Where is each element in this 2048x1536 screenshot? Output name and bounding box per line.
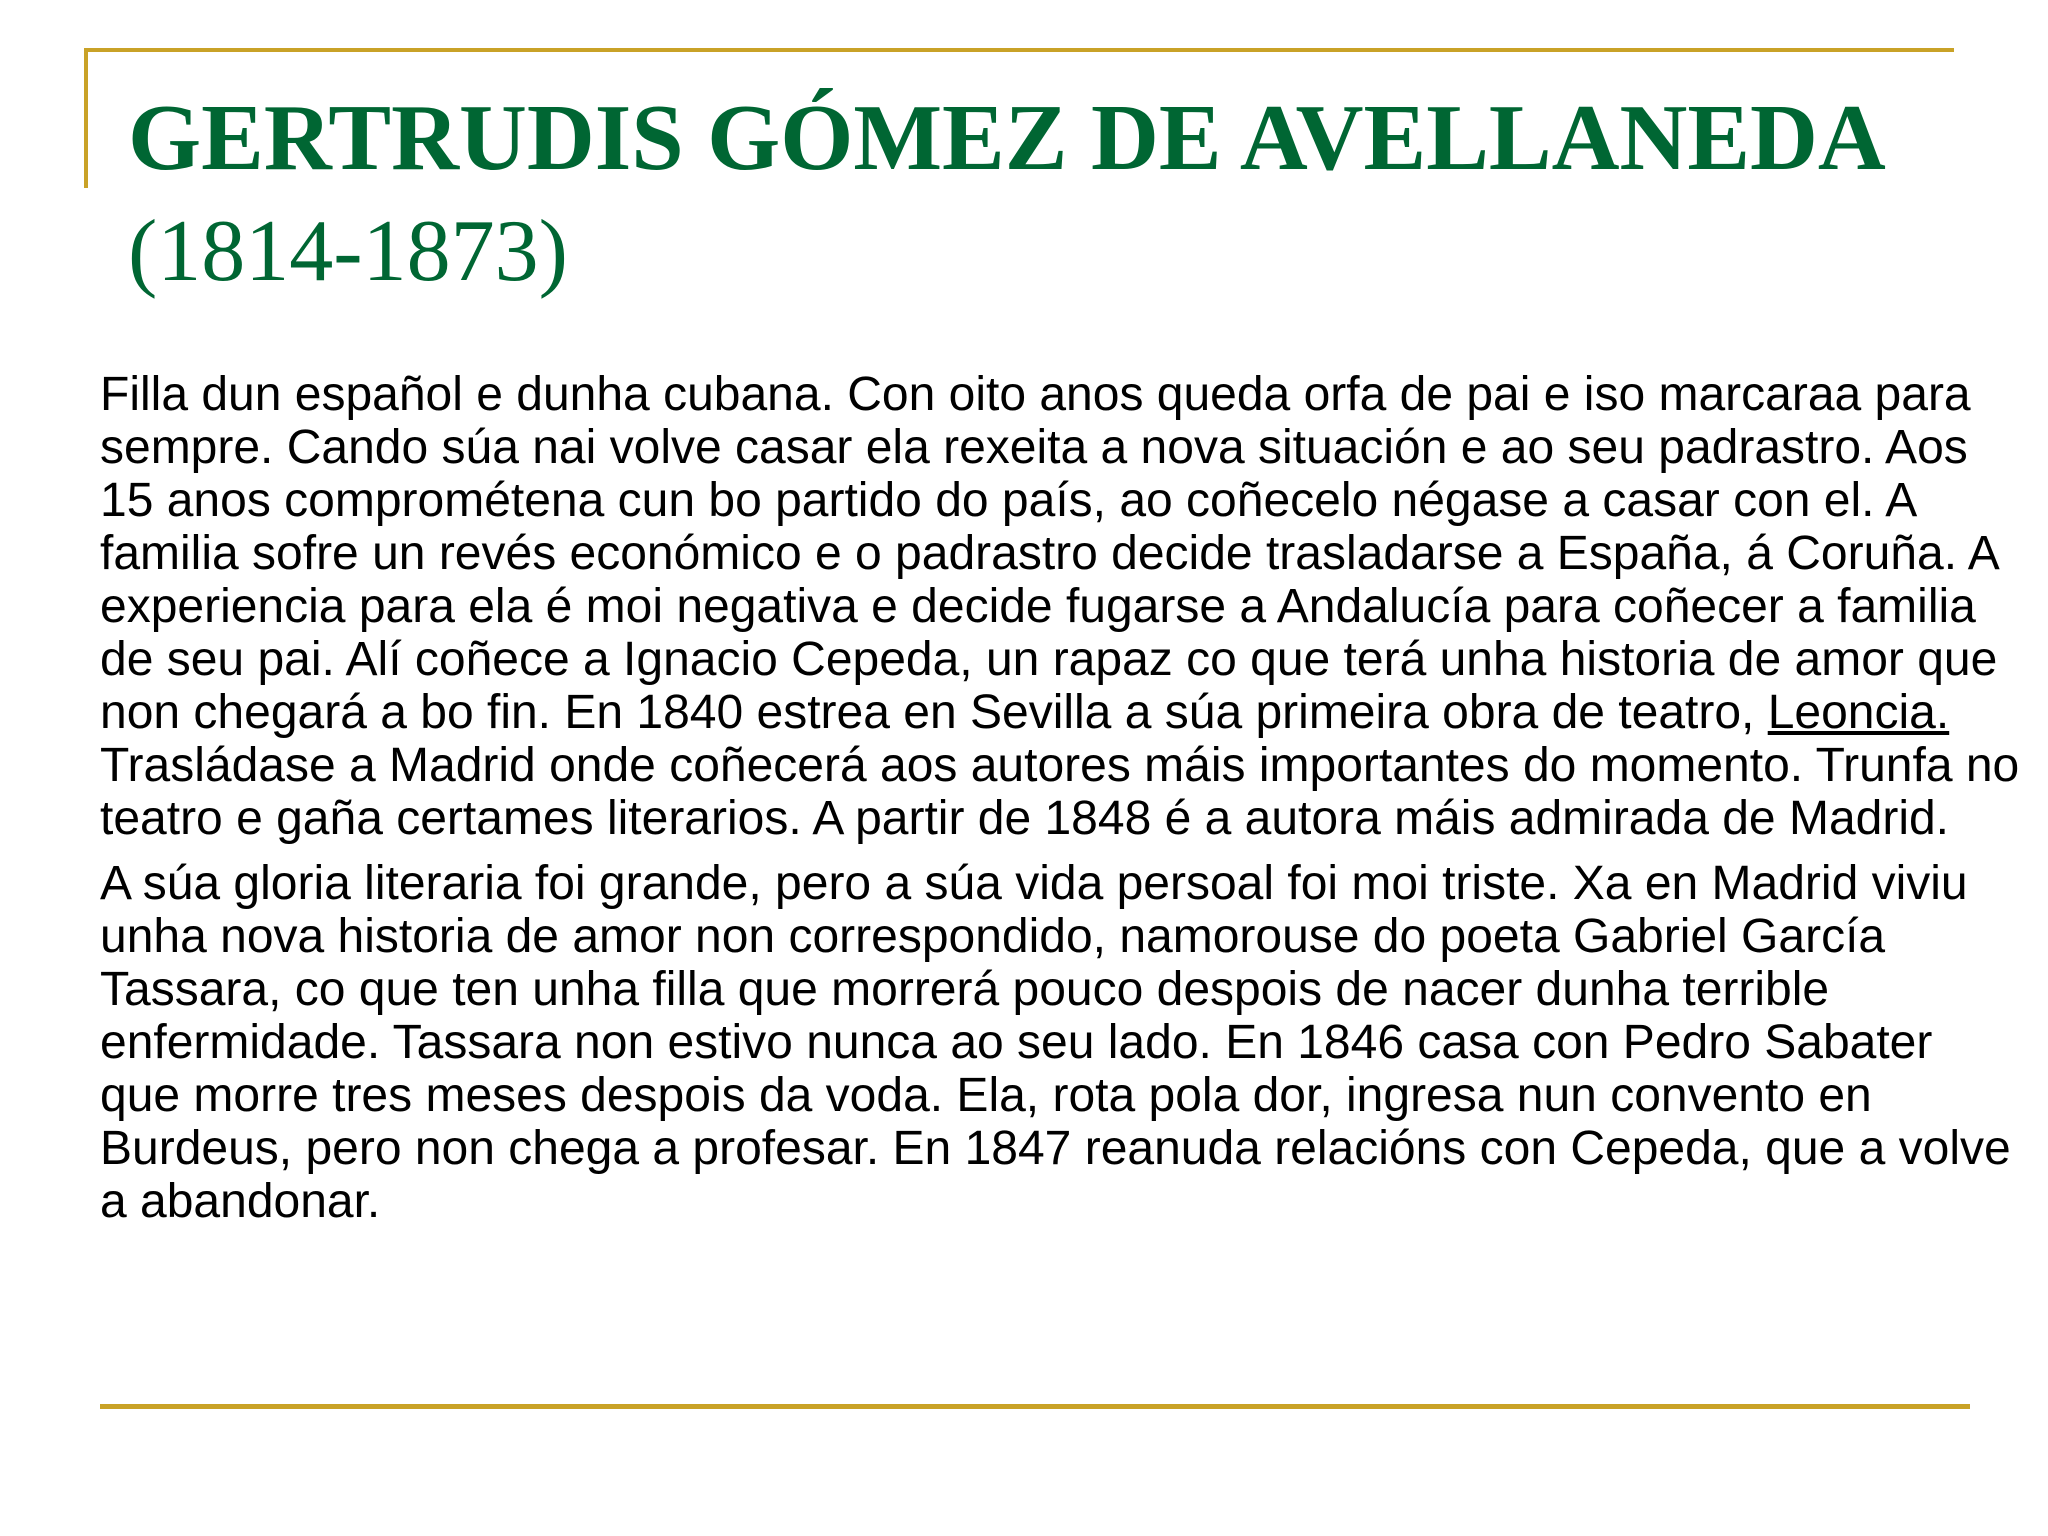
paragraph-1-text-start: Filla dun español e dunha cubana. Con oito anos queda orfa de pai e iso marcaraa para sempre. Cando súa nai volve casar ela rexeita a nova situación e ao seu padrastro. Aos 15 anos comprométena cun bo partido do país, ao coñecelo négase a casar con el. A familia sofre un revés económico e o padrastro decide trasladarse a España, á Coruña. A experiencia para ela é moi negativa e decide fugarse a Andalucía para coñecer a familia de seu pai. Alí coñece a Ignacio Cepeda, un rapaz co que terá unha historia de amor que non chegará a bo fin. En 1840 estrea en Sevilla a súa primeira obra de teatro, (100, 368, 1998, 739)
body-text (100, 368, 2025, 1228)
title-block (128, 82, 1948, 308)
slide-title: GERTRUDIS GÓMEZ DE AVELLANEDA (128, 86, 1886, 190)
paragraph-1 (100, 368, 2025, 845)
paragraph-1-text-end: Trasládase a Madrid onde coñecerá aos autores máis importantes do momento. Trunfa no teatro e gaña certames literarios. A partir de 1848 é a autora máis admirada de Madrid. (100, 739, 2020, 845)
leoncia-link[interactable]: Leoncia. (1767, 686, 1950, 739)
paragraph-2: A súa gloria literaria foi grande, pero a súa vida persoal foi moi triste. Xa en Madrid viviu unha nova historia de amor non correspondido, namorouse do poeta Gabriel García Tassara, co que ten unha filla que morrerá pouco despois de nacer dunha terrible enfermidade. Tassara non estivo nunca ao seu lado. En 1846 casa con Pedro Sabater que morre tres meses despois da voda. Ela, rota pola dor, ingresa nun convento en Burdeus, pero non chega a profesar. En 1847 reanuda relacións con Cepeda, que a volve a abandonar. (100, 857, 2011, 1228)
slide-subtitle-years: (1814-1873) (128, 203, 568, 300)
top-rule (84, 48, 1954, 52)
bottom-rule (100, 1404, 1970, 1409)
left-rule (84, 48, 88, 188)
